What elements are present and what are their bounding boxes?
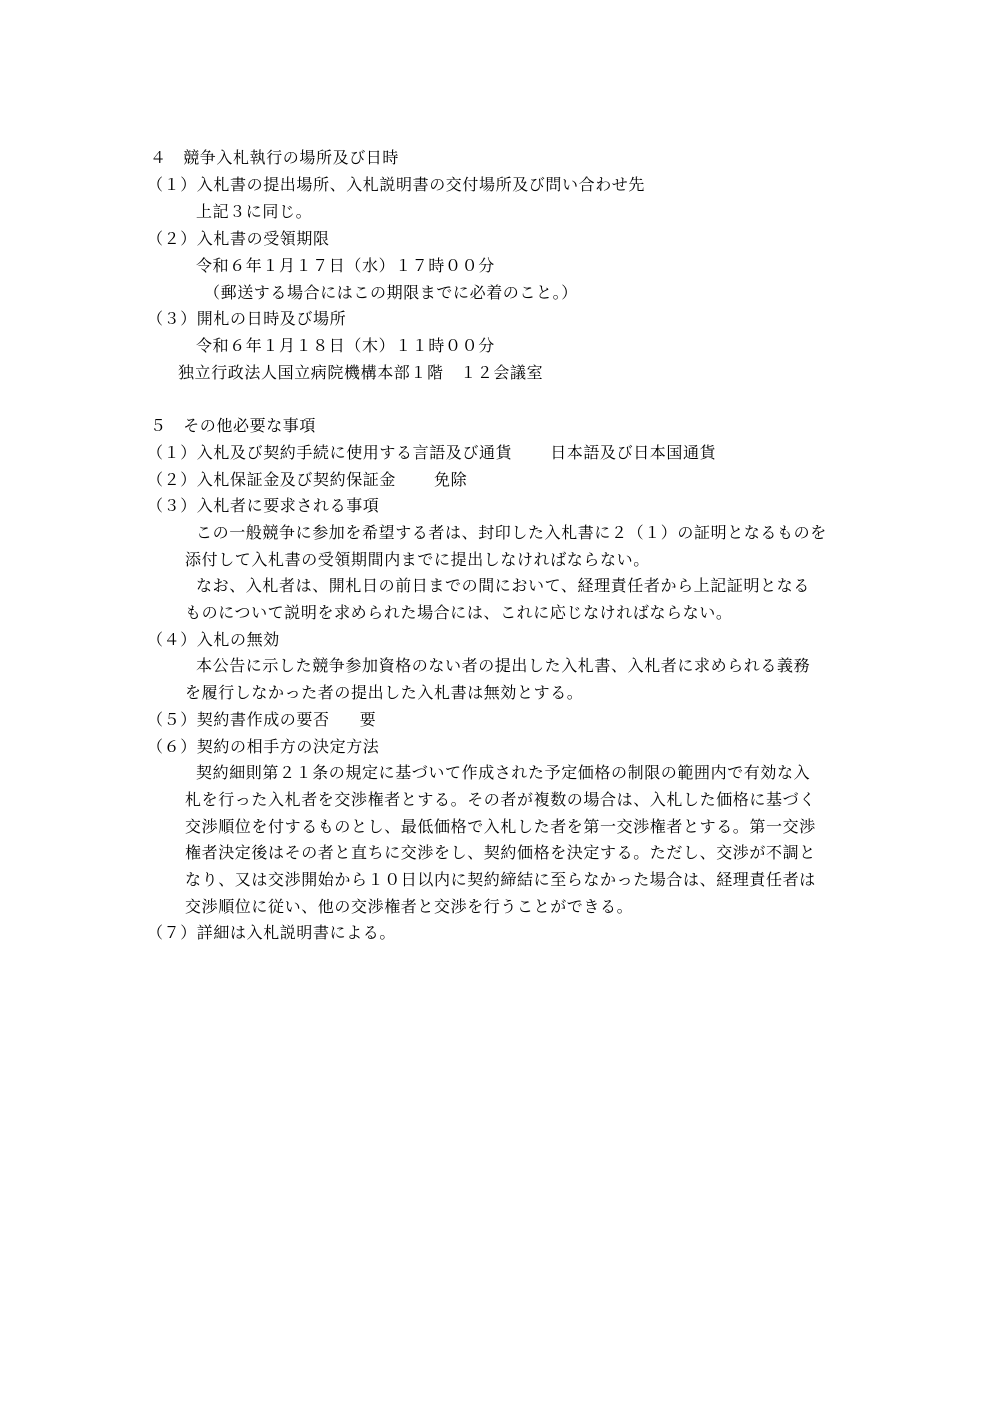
section-5-heading: ５ その他必要な事項 bbox=[150, 416, 317, 435]
section-5-item-2-label: （２）入札保証金及び契約保証金 bbox=[147, 470, 397, 489]
section-5-item-7-label: （７）詳細は入札説明書による。 bbox=[147, 923, 397, 942]
section-5-item-1 bbox=[147, 443, 716, 463]
section-4-heading: ４ 競争入札執行の場所及び日時 bbox=[150, 148, 400, 167]
section-5-item-6-label: （６）契約の相手方の決定方法 bbox=[147, 737, 380, 756]
section-5-item-2-value: 免除 bbox=[434, 470, 468, 489]
section-4-item-3-place: 独立行政法人国立病院機構本部１階 １２会議室 bbox=[178, 363, 544, 382]
section-5-item-2 bbox=[147, 470, 467, 490]
section-4-item-3-label: （３）開札の日時及び場所 bbox=[147, 309, 347, 328]
section-4-item-3-date: 令和６年１月１８日（木）１１時００分 bbox=[196, 336, 495, 355]
section-5-item-5-label: （５）契約書作成の要否 bbox=[147, 710, 330, 729]
section-5-item-4-line-2: を履行しなかった者の提出した入札書は無効とする。 bbox=[185, 683, 584, 702]
section-5-item-6-line-3: 交渉順位を付するものとし、最低価格で入札した者を第一交渉権者とする。第一交渉 bbox=[185, 817, 816, 836]
section-5-item-3-label: （３）入札者に要求される事項 bbox=[147, 496, 380, 515]
section-5-item-6-line-6: 交渉順位に従い、他の交渉権者と交渉を行うことができる。 bbox=[185, 897, 634, 916]
section-4-item-1-text: 上記３に同じ。 bbox=[196, 202, 313, 221]
section-5-item-1-label: （１）入札及び契約手続に使用する言語及び通貨 bbox=[147, 443, 513, 462]
section-5-item-1-value: 日本語及び日本国通貨 bbox=[550, 443, 717, 462]
section-4-item-2-date: 令和６年１月１７日（水）１７時００分 bbox=[196, 256, 495, 275]
section-5-item-5 bbox=[147, 710, 376, 730]
section-5-item-3-line-2: 添付して入札書の受領期間内までに提出しなければならない。 bbox=[185, 550, 650, 569]
section-5-item-3-line-3: なお、入札者は、開札日の前日までの間において、経理責任者から上記証明となる bbox=[196, 576, 810, 595]
section-5-item-6-line-1: 契約細則第２１条の規定に基づいて作成された予定価格の制限の範囲内で有効な入 bbox=[196, 763, 811, 782]
section-4-item-1-label: （１）入札書の提出場所、入札説明書の交付場所及び問い合わせ先 bbox=[147, 175, 646, 194]
section-5-item-6-line-2: 札を行った入札者を交渉権者とする。その者が複数の場合は、入札した価格に基づく bbox=[185, 790, 816, 809]
section-5-item-3-line-1: この一般競争に参加を希望する者は、封印した入札書に２（１）の証明となるものを bbox=[196, 523, 827, 542]
section-5-item-6-line-4: 権者決定後はその者と直ちに交渉をし、契約価格を決定する。ただし、交渉が不調と bbox=[185, 843, 816, 862]
section-5-item-4-label: （４）入札の無効 bbox=[147, 630, 280, 649]
section-4-item-2-note: （郵送する場合にはこの期限までに必着のこと。） bbox=[204, 283, 578, 302]
section-5-item-5-value: 要 bbox=[359, 710, 377, 729]
section-4-item-2-label: （２）入札書の受領期限 bbox=[147, 229, 330, 248]
section-5-item-3-line-4: ものについて説明を求められた場合には、これに応じなければならない。 bbox=[185, 603, 733, 622]
section-5-item-6-line-5: なり、又は交渉開始から１０日以内に契約締結に至らなかった場合は、経理責任者は bbox=[185, 870, 816, 889]
section-5-item-4-line-1: 本公告に示した競争参加資格のない者の提出した入札書、入札者に求められる義務 bbox=[196, 656, 811, 675]
